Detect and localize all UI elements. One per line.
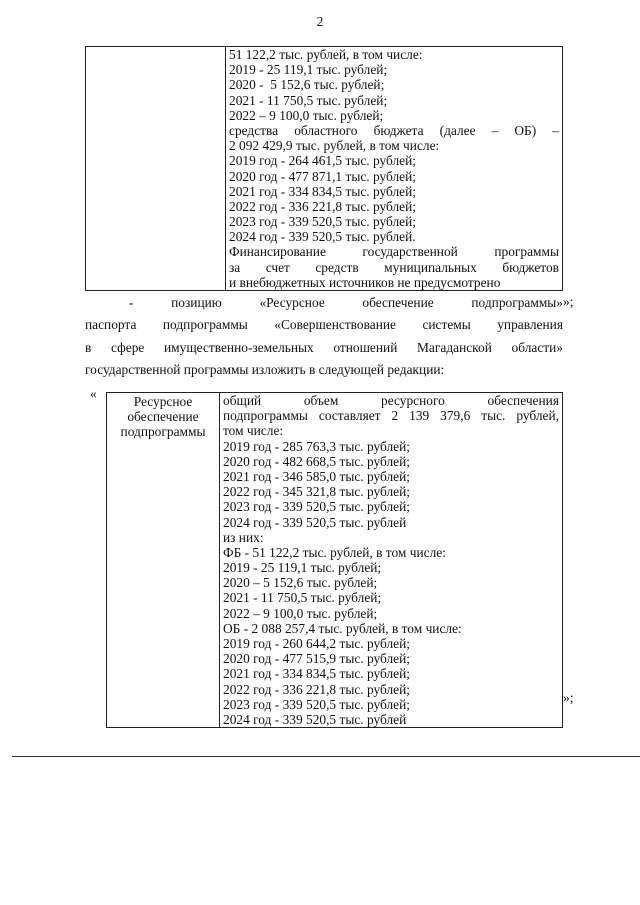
text-line: средства областного бюджета (далее – ОБ) – <box>229 122 559 138</box>
text-line: 2022 – 9 100,0 тыс. рублей; <box>223 605 378 621</box>
text-line: 2022 – 9 100,0 тыс. рублей; <box>229 107 384 123</box>
text-line: общий объем ресурсного обеспечения <box>223 393 559 408</box>
paragraph-line: паспорта подпрограммы «Совершенствование системы управления <box>85 317 563 333</box>
closing-quote-mark: »; <box>563 690 574 705</box>
text-line: 2021 год - 334 834,5 тыс. рублей; <box>223 666 410 682</box>
text-line: за счет средств муниципальных бюджетов <box>229 259 559 275</box>
text-line: и внебюджетных источников не предусмотрено <box>229 274 501 290</box>
text-line: 2021 - 11 750,5 тыс. рублей; <box>229 92 388 108</box>
resource-provision-label-cell <box>107 393 220 728</box>
text-line: 2021 год - 334 834,5 тыс. рублей; <box>229 183 416 199</box>
text-line: 2020 год - 477 871,1 тыс. рублей; <box>229 168 416 184</box>
text-line: 2019 год - 260 644,2 тыс. рублей; <box>223 636 410 651</box>
text-line: ФБ - 51 122,2 тыс. рублей, в том числе: <box>223 544 446 560</box>
text-line: 2022 год - 345 321,8 тыс. рублей; <box>223 484 410 500</box>
footer-divider <box>12 756 640 757</box>
resource-provision-table <box>106 392 563 728</box>
text-line: том числе: <box>223 423 284 439</box>
text-line: подпрограммы составляет 2 139 379,6 тыс. рублей, <box>223 408 559 424</box>
top-table-right-cell <box>226 47 563 291</box>
text-line: 2021 - 11 750,5 тыс. рублей; <box>223 590 382 606</box>
paragraph-line: государственной программы изложить в следующей редакции: <box>85 362 445 378</box>
text-line: 2024 год - 339 520,5 тыс. рублей <box>223 711 407 727</box>
text-line: Финансирование государственной программы <box>229 244 559 260</box>
text-line: 2023 год - 339 520,5 тыс. рублей; <box>229 214 416 230</box>
text-line: 2019 - 25 119,1 тыс. рублей; <box>229 62 388 78</box>
resource-provision-value-cell <box>220 393 563 728</box>
text-line: 2020 - 5 152,6 тыс. рублей; <box>229 77 385 93</box>
text-line: 2019 год - 285 763,3 тыс. рублей; <box>223 438 410 454</box>
paragraph-line: в сфере имущественно-земельных отношений Магаданской области» <box>85 339 563 355</box>
text-line: 51 122,2 тыс. рублей, в том числе: <box>229 47 423 62</box>
text-line: 2024 год - 339 520,5 тыс. рублей <box>223 514 407 530</box>
paragraph-line: - позицию «Ресурсное обеспечение подпрограммы» <box>129 295 563 310</box>
page-number: 2 <box>316 14 324 29</box>
text-line: 2 092 429,9 тыс. рублей, в том числе: <box>229 138 440 154</box>
text-line: 2022 год - 336 221,8 тыс. рублей; <box>229 198 416 214</box>
resource-provision-label: Ресурсное обеспечение подпрограммы <box>120 394 206 440</box>
instruction-paragraph <box>85 292 563 382</box>
opening-quote-mark: « <box>90 386 97 401</box>
text-line: 2020 год - 482 668,5 тыс. рублей; <box>223 453 410 469</box>
text-line: 2019 год - 264 461,5 тыс. рублей; <box>229 153 416 169</box>
closing-quote-mark: »; <box>563 294 574 309</box>
top-table-left-cell <box>86 47 226 291</box>
text-line: 2020 – 5 152,6 тыс. рублей; <box>223 575 378 591</box>
text-line: 2021 год - 346 585,0 тыс. рублей; <box>223 468 410 484</box>
text-line: 2022 год - 336 221,8 тыс. рублей; <box>223 681 410 697</box>
text-line: 2020 год - 477 515,9 тыс. рублей; <box>223 651 410 667</box>
text-line: 2024 год - 339 520,5 тыс. рублей. <box>229 229 416 245</box>
text-line: 2023 год - 339 520,5 тыс. рублей; <box>223 499 410 515</box>
text-line: ОБ - 2 088 257,4 тыс. рублей, в том числе: <box>223 620 462 636</box>
top-passport-table <box>85 46 563 291</box>
text-line: 2023 год - 339 520,5 тыс. рублей; <box>223 696 410 712</box>
text-line: из них: <box>223 529 264 545</box>
text-line: 2019 - 25 119,1 тыс. рублей; <box>223 560 382 576</box>
